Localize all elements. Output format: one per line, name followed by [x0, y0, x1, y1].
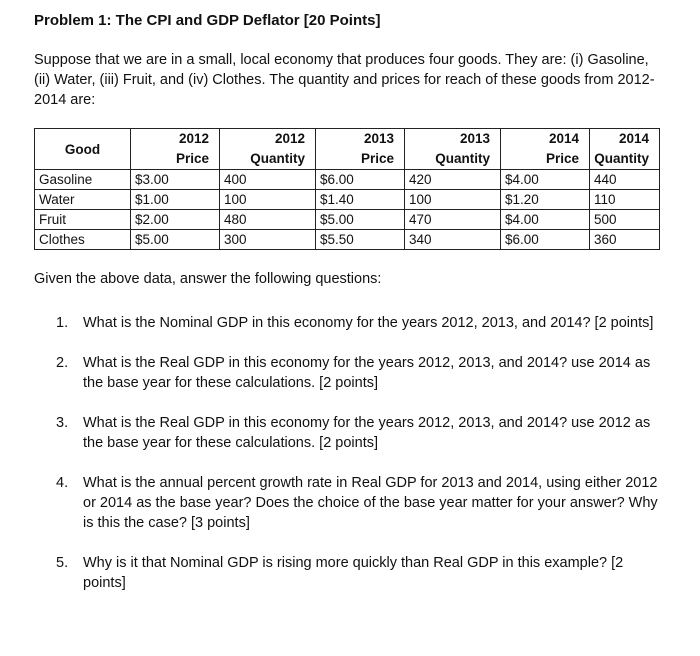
- table-cell: 480: [220, 210, 316, 230]
- question-list: [56, 313, 668, 593]
- table-header-row: [35, 129, 660, 170]
- table-row: [35, 230, 660, 250]
- header-good: Good: [35, 129, 131, 170]
- table-cell: $2.00: [131, 210, 220, 230]
- goods-table: [34, 128, 660, 250]
- table-cell: 110: [590, 190, 660, 210]
- header-year: 2014: [618, 131, 649, 146]
- header-2014-quantity: [590, 129, 660, 170]
- table-cell: 420: [405, 170, 501, 190]
- table-cell: 360: [590, 230, 660, 250]
- header-2012-price: [131, 129, 220, 170]
- table-cell: $4.00: [501, 210, 590, 230]
- question-item: [56, 353, 668, 393]
- header-label: Price: [175, 151, 209, 166]
- question-item: [56, 473, 668, 533]
- header-label: Price: [545, 151, 579, 166]
- table-cell: $5.00: [316, 210, 405, 230]
- table-cell: 400: [220, 170, 316, 190]
- question-text: Why is it that Nominal GDP is rising more quickly than Real GDP in this example? [2 points]: [83, 555, 624, 591]
- header-2014-price: [501, 129, 590, 170]
- question-item: [56, 413, 668, 453]
- table-cell: $6.00: [316, 170, 405, 190]
- table-cell: $1.00: [131, 190, 220, 210]
- table-row: [35, 190, 660, 210]
- header-year: 2014: [548, 131, 579, 146]
- table-cell: 300: [220, 230, 316, 250]
- table-row: [35, 170, 660, 190]
- question-number: 1.: [56, 315, 69, 331]
- good-name: Gasoline: [35, 170, 131, 190]
- question-number: 2.: [56, 355, 69, 371]
- table-cell: $5.50: [316, 230, 405, 250]
- table-cell: $3.00: [131, 170, 220, 190]
- table-cell: $6.00: [501, 230, 590, 250]
- table-row: [35, 210, 660, 230]
- question-text: What is the Real GDP in this economy for the years 2012, 2013, and 2014? use 2014 as the base year for these calculations. [2 points]: [83, 355, 651, 391]
- question-text: What is the annual percent growth rate in Real GDP for 2013 and 2014, using either 2012 or 2014 as the base year? Does the choice of the base year matter for your answer? Why is this the case? [3 points]: [83, 475, 658, 531]
- header-year: 2012: [274, 131, 305, 146]
- header-label: Quantity: [250, 151, 305, 166]
- header-label: Quantity: [435, 151, 490, 166]
- header-2013-quantity: [405, 129, 501, 170]
- header-year: 2012: [178, 131, 209, 146]
- good-name: Fruit: [35, 210, 131, 230]
- question-number: 4.: [56, 475, 69, 491]
- question-item: [56, 553, 668, 593]
- intro-paragraph: Suppose that we are in a small, local economy that produces four goods. They are: (i) Gasoline, (ii) Water, (iii) Fruit, and (iv) Clothes. The quantity and prices for reach of these goods from 2012-2014 are:: [34, 52, 655, 108]
- good-name: Water: [35, 190, 131, 210]
- header-label: Price: [360, 151, 394, 166]
- table-cell: 440: [590, 170, 660, 190]
- header-2012-quantity: [220, 129, 316, 170]
- table-cell: 500: [590, 210, 660, 230]
- good-name: Clothes: [35, 230, 131, 250]
- problem-title: Problem 1: The CPI and GDP Deflator [20 Points]: [34, 12, 381, 29]
- header-year: 2013: [363, 131, 394, 146]
- header-label: Quantity: [594, 151, 649, 166]
- question-number: 5.: [56, 555, 69, 571]
- question-number: 3.: [56, 415, 69, 431]
- table-cell: $1.40: [316, 190, 405, 210]
- instructions-text: Given the above data, answer the following questions:: [34, 271, 382, 287]
- header-year: 2013: [459, 131, 490, 146]
- table-cell: $1.20: [501, 190, 590, 210]
- question-text: What is the Real GDP in this economy for the years 2012, 2013, and 2014? use 2012 as the base year for these calculations. [2 points]: [83, 415, 651, 451]
- table-cell: 340: [405, 230, 501, 250]
- question-item: [56, 313, 668, 333]
- table-cell: 100: [405, 190, 501, 210]
- table-cell: 470: [405, 210, 501, 230]
- table-cell: 100: [220, 190, 316, 210]
- header-2013-price: [316, 129, 405, 170]
- table-cell: $4.00: [501, 170, 590, 190]
- question-text: What is the Nominal GDP in this economy for the years 2012, 2013, and 2014? [2 points]: [83, 315, 654, 331]
- table-cell: $5.00: [131, 230, 220, 250]
